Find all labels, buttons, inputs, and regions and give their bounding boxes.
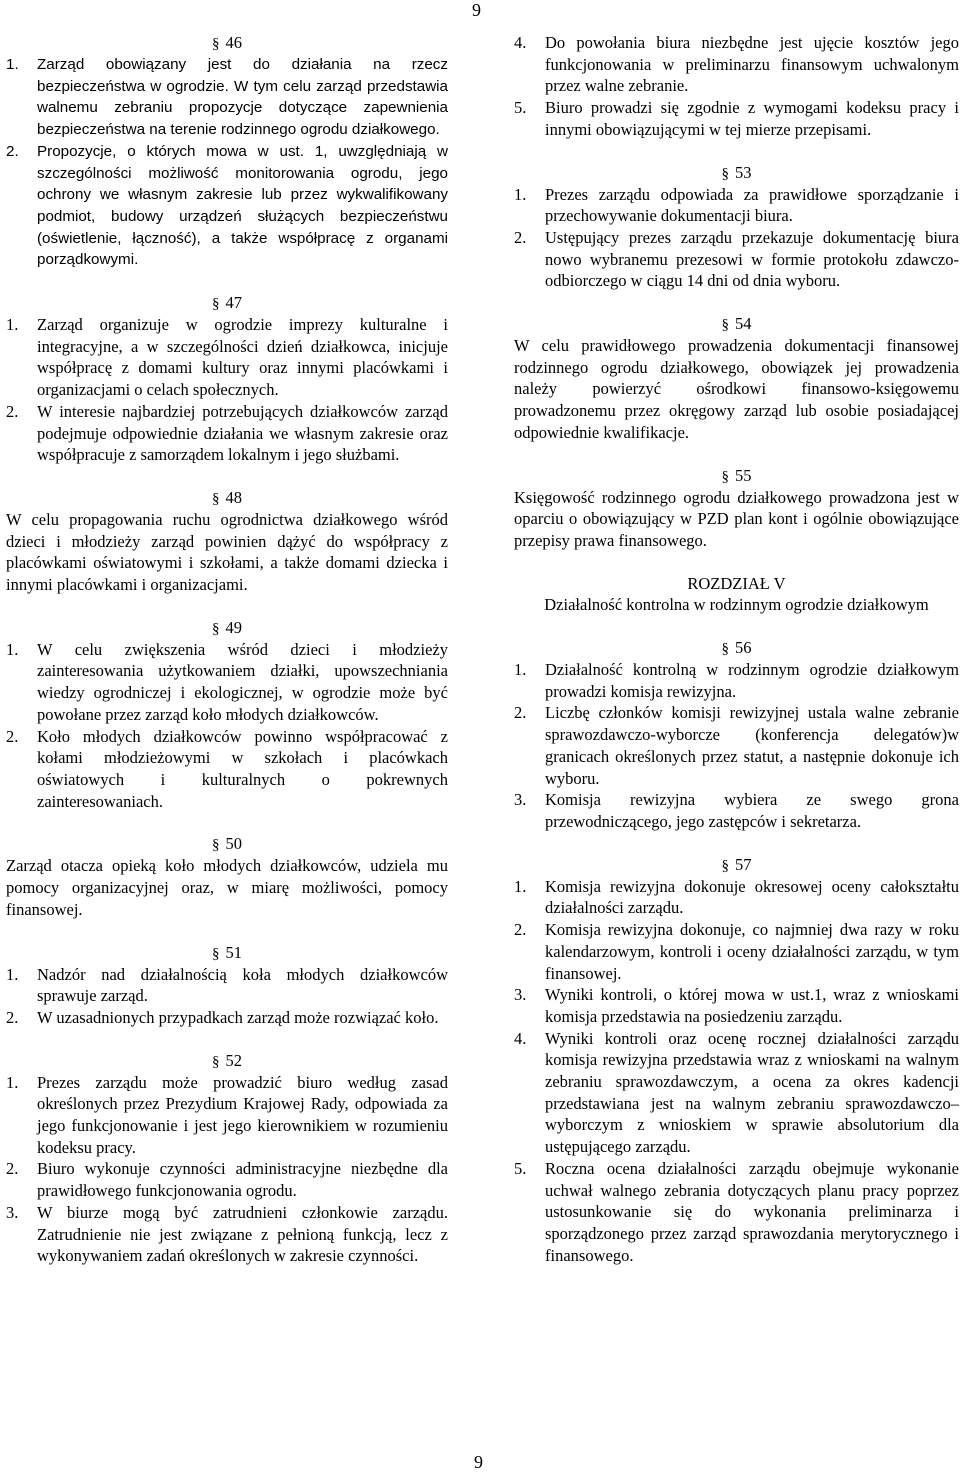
item-number: 3. <box>514 985 527 1005</box>
section-47 <box>6 292 448 466</box>
item-number: 2. <box>514 227 527 247</box>
section-number: 47 <box>225 293 242 313</box>
item-text: Zarząd organizuje w ogrodzie imprezy kulturalne i integracyjne, a w szczególności dzień działkowca, inicjuje współpracę z domami kultury oraz innymi placówkami i organizacjami o celach społecznych. <box>37 315 448 400</box>
section-number: 56 <box>735 638 752 658</box>
paragraph-symbol: § <box>721 857 729 874</box>
section-number: 49 <box>225 617 242 637</box>
paragraph-symbol: § <box>721 165 729 182</box>
section-number: 50 <box>225 834 242 854</box>
section-text: W celu propagowania ruchu ogrodnictwa działkowego wśród dzieci i młodzieży zarząd powinien dążyć do współpracy z placówkami oświatowymi i szkołami, a także domami dziecka i innymi placówkami i organizacjami. <box>6 509 448 595</box>
item-text: Działalność kontrolną w rodzinnym ogrodzie działkowym prowadzi komisja rewizyjna. <box>545 660 959 701</box>
section-heading <box>514 465 959 487</box>
section-heading <box>6 32 448 54</box>
right-column <box>514 32 959 1287</box>
section-number: 54 <box>735 314 752 334</box>
item-text: W uzasadnionych przypadkach zarząd może rozwiązać koło. <box>37 1007 439 1027</box>
list-item <box>514 184 959 227</box>
item-number: 1. <box>514 876 527 896</box>
item-number: 3. <box>514 790 527 810</box>
paragraph-symbol: § <box>212 1053 220 1070</box>
list-item <box>6 401 448 466</box>
item-text: Wyniki kontroli, o której mowa w ust.1, wraz z wnioskami komisja przedstawia na posiedzeniu zarządu. <box>545 985 959 1026</box>
list-item <box>514 227 959 292</box>
item-number: 2. <box>514 703 527 723</box>
list-item <box>6 964 448 1007</box>
paragraph-symbol: § <box>721 317 729 334</box>
chapter-subtitle: Działalność kontrolna w rodzinnym ogrodzie działkowym <box>544 595 929 615</box>
item-number: 4. <box>514 33 527 52</box>
chapter-title: ROZDZIAŁ V <box>687 573 786 593</box>
item-text: Komisja rewizyjna dokonuje okresowej oceny całokształtu działalności zarządu. <box>545 876 959 918</box>
list-item <box>514 32 959 97</box>
section-heading <box>514 637 959 659</box>
list-item <box>514 97 959 140</box>
section-number: 55 <box>735 465 752 485</box>
section-54 <box>514 313 959 444</box>
chapter-heading <box>514 573 959 616</box>
list-item <box>514 702 959 789</box>
item-number: 5. <box>514 1158 527 1178</box>
item-number: 1. <box>6 1072 19 1092</box>
section-55 <box>514 465 959 552</box>
section-heading <box>6 292 448 314</box>
item-text: Ustępujący prezes zarządu przekazuje dokumentację biura nowo wybranemu prezesowi w formie protokołu zdawczo-odbiorczego w ciągu 14 dni od dnia wyboru. <box>545 227 959 291</box>
list-item <box>514 789 959 832</box>
item-text: Wyniki kontroli oraz ocenę rocznej działalności zarządu komisja rewizyjna przedstawia wraz z wnioskami na walnym zebraniu sprawozdawczym, a ocena za okres kadencji przedstawiana jest na walnym zebraniu sprawozdawczo–wyborczym z wnioskiem w sprawie absolutorium dla ustępującego zarządu. <box>545 1028 959 1157</box>
item-text: W celu zwiększenia wśród dzieci i młodzieży zainteresowania użytkowaniem działki, upowszechniania wiedzy ogrodniczej i ekologicznej, w ogrodzie może być powołane przez zarząd koło młodych działkowców. <box>37 639 448 724</box>
item-number: 2. <box>6 1007 19 1027</box>
list-item <box>6 726 448 813</box>
list-item <box>6 1007 448 1029</box>
section-46 <box>6 32 448 271</box>
section-heading <box>6 1050 448 1072</box>
list-item <box>514 919 959 984</box>
section-52 <box>6 1050 448 1267</box>
item-text: Roczna ocena działalności zarządu obejmuje wykonanie uchwał walnego zebrania dotyczących planu pracy poprzez ustosunkowanie się do wykonania preliminarza i sporządzonego przez zarząd sprawozdania merytorycznego i finansowego. <box>545 1158 959 1265</box>
section-number: 53 <box>735 162 752 182</box>
list-item <box>514 1028 959 1158</box>
paragraph-symbol: § <box>212 490 220 507</box>
section-text: Księgowość rodzinnego ogrodu działkowego prowadzona jest w oparciu o obowiązujący w PZD plan kont i ogólnie obowiązujące przepisy prawa finansowego. <box>514 487 959 550</box>
section-number: 46 <box>225 33 242 52</box>
item-number: 3. <box>6 1202 19 1222</box>
item-text: Koło młodych działkowców powinno współpracować z kołami młodzieżowymi w szkołach i placówkach oświatowych i kulturalnych o pokrewnych zainteresowaniach. <box>37 726 448 811</box>
item-text: Propozycje, o których mowa w ust. 1, uwzględniają w szczególności możliwość monitorowania ogrodu, jego ochrony we własnym zakresie lub przez wykwalifikowany podmiot, budowy urządzeń służących bezpieczeństwu (oświetlenie, łączność), a także współpracę z organami porządkowymi. <box>37 142 448 269</box>
item-number: 5. <box>514 98 527 118</box>
item-text: Nadzór nad działalnością koła młodych działkowców sprawuje zarząd. <box>37 964 448 1006</box>
section-56 <box>514 637 959 833</box>
item-text: Do powołania biura niezbędne jest ujęcie kosztów jego funkcjonowania w preliminarzu finansowym uchwalonym przez walne zebranie. <box>545 33 959 96</box>
section-51 <box>6 942 448 1029</box>
item-text: W interesie najbardziej potrzebujących działkowców zarząd podejmuje odpowiednie działania we własnym zakresie oraz współpracuje z samorządem lokalnym i jego służbami. <box>37 401 448 465</box>
section-53 <box>514 162 959 293</box>
section-number: 51 <box>225 942 242 962</box>
list-item <box>514 1158 959 1267</box>
item-text: Zarząd obowiązany jest do działania na rzecz bezpieczeństwa w ogrodzie. W tym celu zarząd przedstawia walnemu zebraniu propozycje dotyczące zapewnienia bezpieczeństwa na terenie rodzinnego ogrodu działkowego. <box>37 56 448 139</box>
item-number: 2. <box>6 1159 19 1179</box>
paragraph-symbol: § <box>212 620 220 637</box>
item-number: 1. <box>6 964 19 984</box>
list-item <box>514 876 959 919</box>
section-heading <box>6 617 448 639</box>
section-heading <box>514 162 959 184</box>
list-item <box>6 1202 448 1267</box>
section-heading <box>514 854 959 876</box>
paragraph-symbol: § <box>721 468 729 485</box>
item-number: 1. <box>514 660 527 680</box>
item-number: 1. <box>514 184 527 204</box>
item-text: Biuro prowadzi się zgodnie z wymogami kodeksu pracy i innymi obowiązującymi w tej mierze przepisami. <box>545 98 959 139</box>
item-number: 4. <box>514 1028 527 1048</box>
section-text: Zarząd otacza opieką koło młodych działkowców, udziela mu pomocy organizacyjnej oraz, w miarę możliwości, pomocy finansowej. <box>6 856 448 919</box>
item-text: Komisja rewizyjna wybiera ze swego grona przewodniczącego, jego zastępców i sekretarza. <box>545 790 959 831</box>
list-item <box>514 659 959 702</box>
section-57 <box>514 854 959 1267</box>
list-item <box>6 1158 448 1201</box>
section-heading <box>6 487 448 509</box>
item-number: 2. <box>6 401 19 421</box>
section-50 <box>6 833 448 920</box>
item-number: 2. <box>6 142 19 160</box>
section-heading <box>6 833 448 855</box>
item-text: W biurze mogą być zatrudnieni członkowie zarządu. Zatrudnienie nie jest związane z pełnioną funkcją, lecz z wykonywaniem zadań określonych w zakresie czynności. <box>37 1202 448 1266</box>
paragraph-symbol: § <box>212 837 220 854</box>
item-text: Liczbę członków komisji rewizyjnej ustala walne zebranie sprawozdawczo-wyborcze (konferencja delegatów)w granicach określonych przez statut, a następnie dokonuje ich wyboru. <box>545 703 959 788</box>
list-item <box>6 639 448 726</box>
list-item <box>514 984 959 1027</box>
section-number: 48 <box>225 487 242 507</box>
paragraph-symbol: § <box>212 945 220 962</box>
item-number: 2. <box>6 726 19 746</box>
page-number-bottom: 9 <box>474 1452 483 1472</box>
item-text: Prezes zarządu może prowadzić biuro według zasad określonych przez Prezydium Krajowej Rady, odpowiada za jego funkcjonowanie i jest jego kierownikiem w rozumieniu kodeksu pracy. <box>37 1072 448 1157</box>
list-item <box>6 314 448 401</box>
section-text: W celu prawidłowego prowadzenia dokumentacji finansowej rodzinnego ogrodu działkowego, obowiązek jej prowadzenia należy powierzyć ośrodkowi finansowo-księgowemu prowadzonemu przez okręgowy zarząd lub osobie posiadającej odpowiednie kwalifikacje. <box>514 336 959 442</box>
paragraph-symbol: § <box>212 36 220 52</box>
item-text: Komisja rewizyjna dokonuje, co najmniej dwa razy w roku kalendarzowym, kontroli i oceny działalności zarządu, w tym finansowej. <box>545 920 959 983</box>
list-item <box>6 1072 448 1159</box>
list-item <box>6 141 448 271</box>
item-number: 1. <box>6 315 19 335</box>
list-item <box>6 54 448 141</box>
section-48 <box>6 487 448 596</box>
item-number: 1. <box>6 56 19 73</box>
section-52-continued <box>514 32 959 141</box>
section-heading <box>6 942 448 964</box>
paragraph-symbol: § <box>721 641 729 658</box>
section-heading <box>514 313 959 335</box>
left-column <box>6 32 448 1288</box>
section-number: 52 <box>225 1050 242 1070</box>
page-number-top: 9 <box>472 0 481 20</box>
section-49 <box>6 617 448 813</box>
item-number: 2. <box>514 920 527 940</box>
paragraph-symbol: § <box>212 296 220 313</box>
item-number: 1. <box>6 639 19 659</box>
item-text: Prezes zarządu odpowiada za prawidłowe sporządzanie i przechowywanie dokumentacji biura. <box>545 184 959 226</box>
section-number: 57 <box>735 854 752 874</box>
item-text: Biuro wykonuje czynności administracyjne niezbędne dla prawidłowego funkcjonowania ogrodu. <box>37 1159 448 1201</box>
